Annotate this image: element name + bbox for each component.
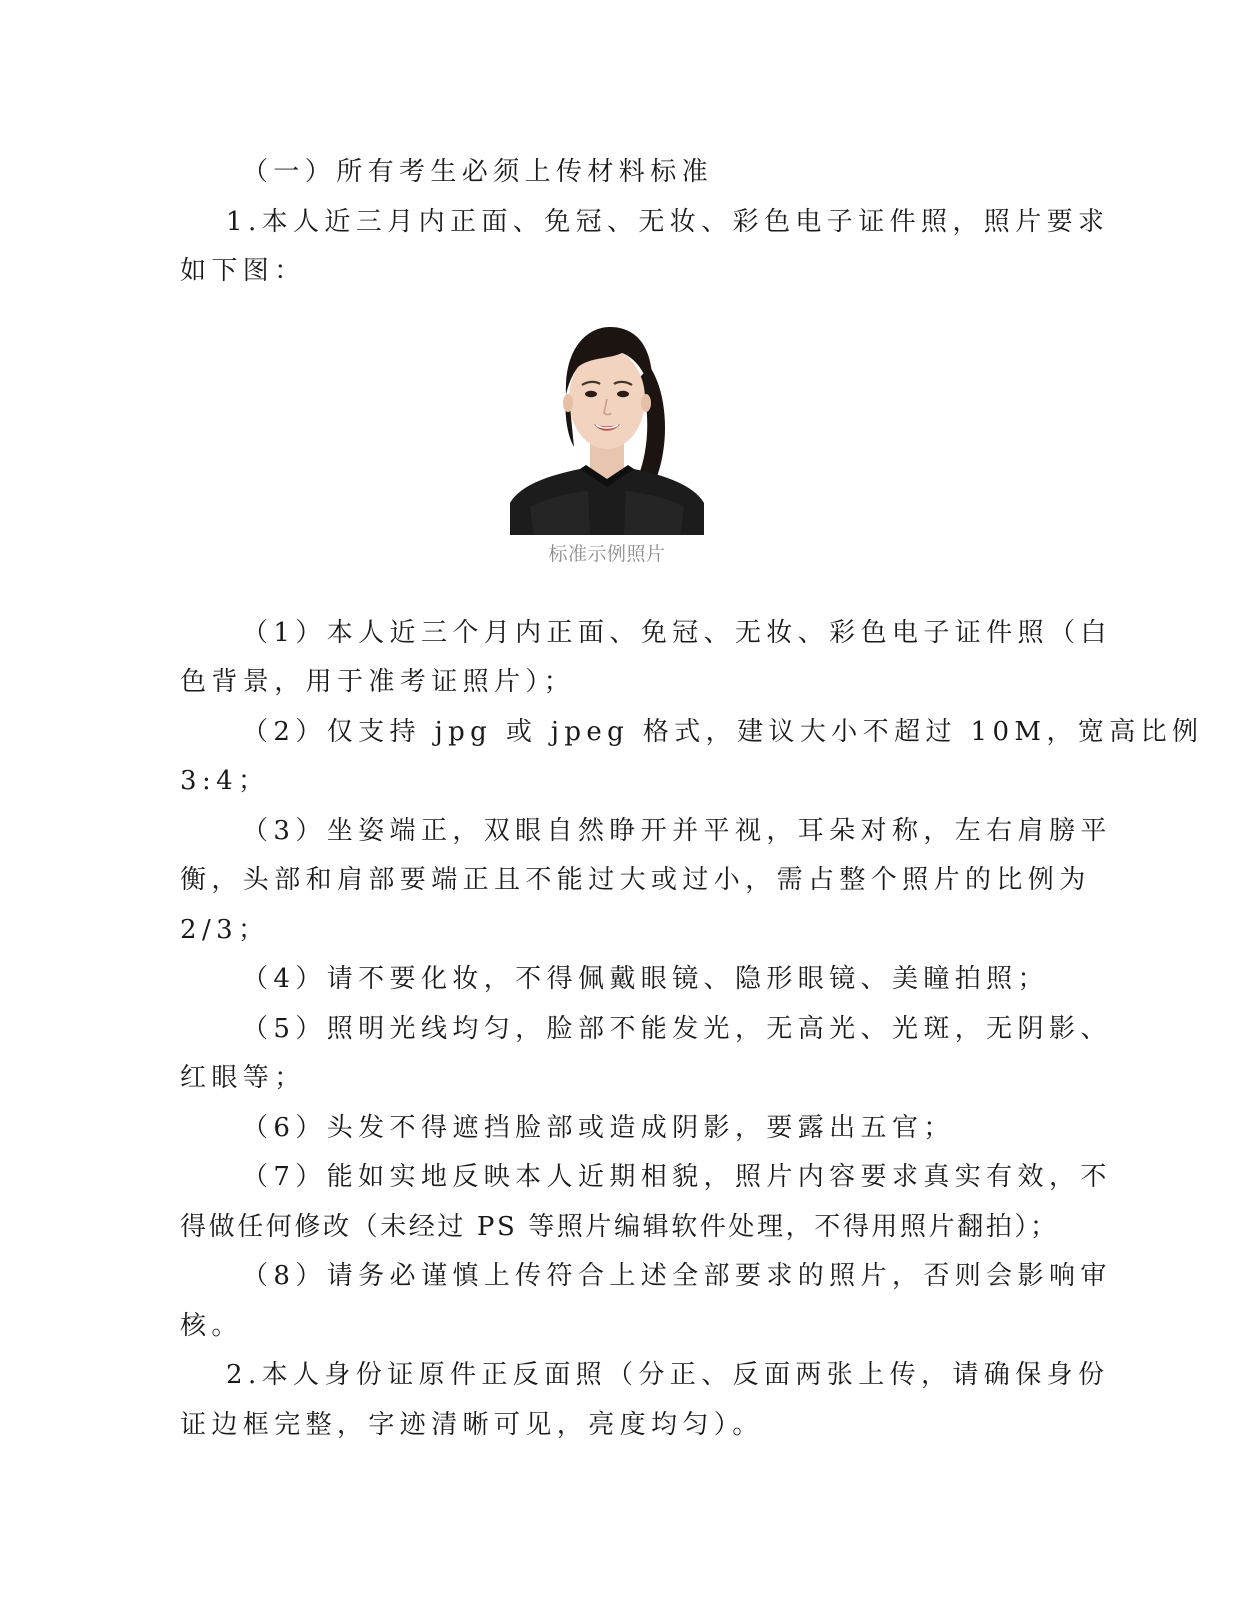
requirement-3-line-1: （3）坐姿端正，双眼自然睁开并平视，耳朵对称，左右肩膀平 [242, 815, 1112, 846]
requirement-5-line-1: （5）照明光线均匀，脸部不能发光，无高光、光斑，无阴影、 [242, 1013, 1112, 1044]
item-1-line-2: 如下图： [180, 256, 306, 286]
requirement-2-line-2: 3:4； [180, 766, 270, 796]
item-1-line-1: 1.本人近三月内正面、免冠、无妆、彩色电子证件照，照片要求 [226, 206, 1110, 237]
item-2-line-1: 2.本人身份证原件正反面照（分正、反面两张上传，请确保身份 [226, 1360, 1110, 1390]
requirement-8-line-1: （8）请务必谨慎上传符合上述全部要求的照片，否则会影响审 [242, 1261, 1112, 1291]
requirement-1-line-2: 色背景，用于准考证照片）； [180, 667, 576, 697]
item-2-line-2: 证边框完整，字迹清晰可见，亮度均匀）。 [180, 1409, 764, 1440]
requirement-7-line-2: 得做任何修改（未经过 PS 等照片编辑软件处理，不得用照片翻拍）； [180, 1211, 1059, 1242]
sample-id-photo [510, 307, 704, 535]
requirement-4-line-1: （4）请不要化妆，不得佩戴眼镜、隐形眼镜、美瞳拍照； [242, 964, 1049, 994]
section-heading: （一）所有考生必须上传材料标准 [242, 157, 714, 187]
requirement-3-line-2: 衡，头部和肩部要端正且不能过大或过小，需占整个照片的比例为 [180, 865, 1091, 895]
requirement-6-line-1: （6）头发不得遮挡脸部或造成阴影，要露出五官； [242, 1112, 955, 1143]
photo-caption: 标准示例照片 [548, 542, 666, 565]
requirement-5-line-2: 红眼等； [180, 1063, 306, 1093]
requirement-2-line-1: （2）仅支持 jpg 或 jpeg 格式，建议大小不超过 10M，宽高比例 [242, 716, 1204, 747]
requirement-1-line-1: （1）本人近三个月内正面、免冠、无妆、彩色电子证件照（白 [242, 617, 1112, 648]
requirement-3-line-3: 2/3； [180, 914, 270, 945]
document-page [180, 148, 1204, 1450]
requirement-7-line-1: （7）能如实地反映本人近期相貌，照片内容要求真实有效，不 [242, 1162, 1112, 1192]
sample-photo-block [180, 303, 1040, 595]
requirement-8-line-2: 核。 [180, 1310, 243, 1341]
